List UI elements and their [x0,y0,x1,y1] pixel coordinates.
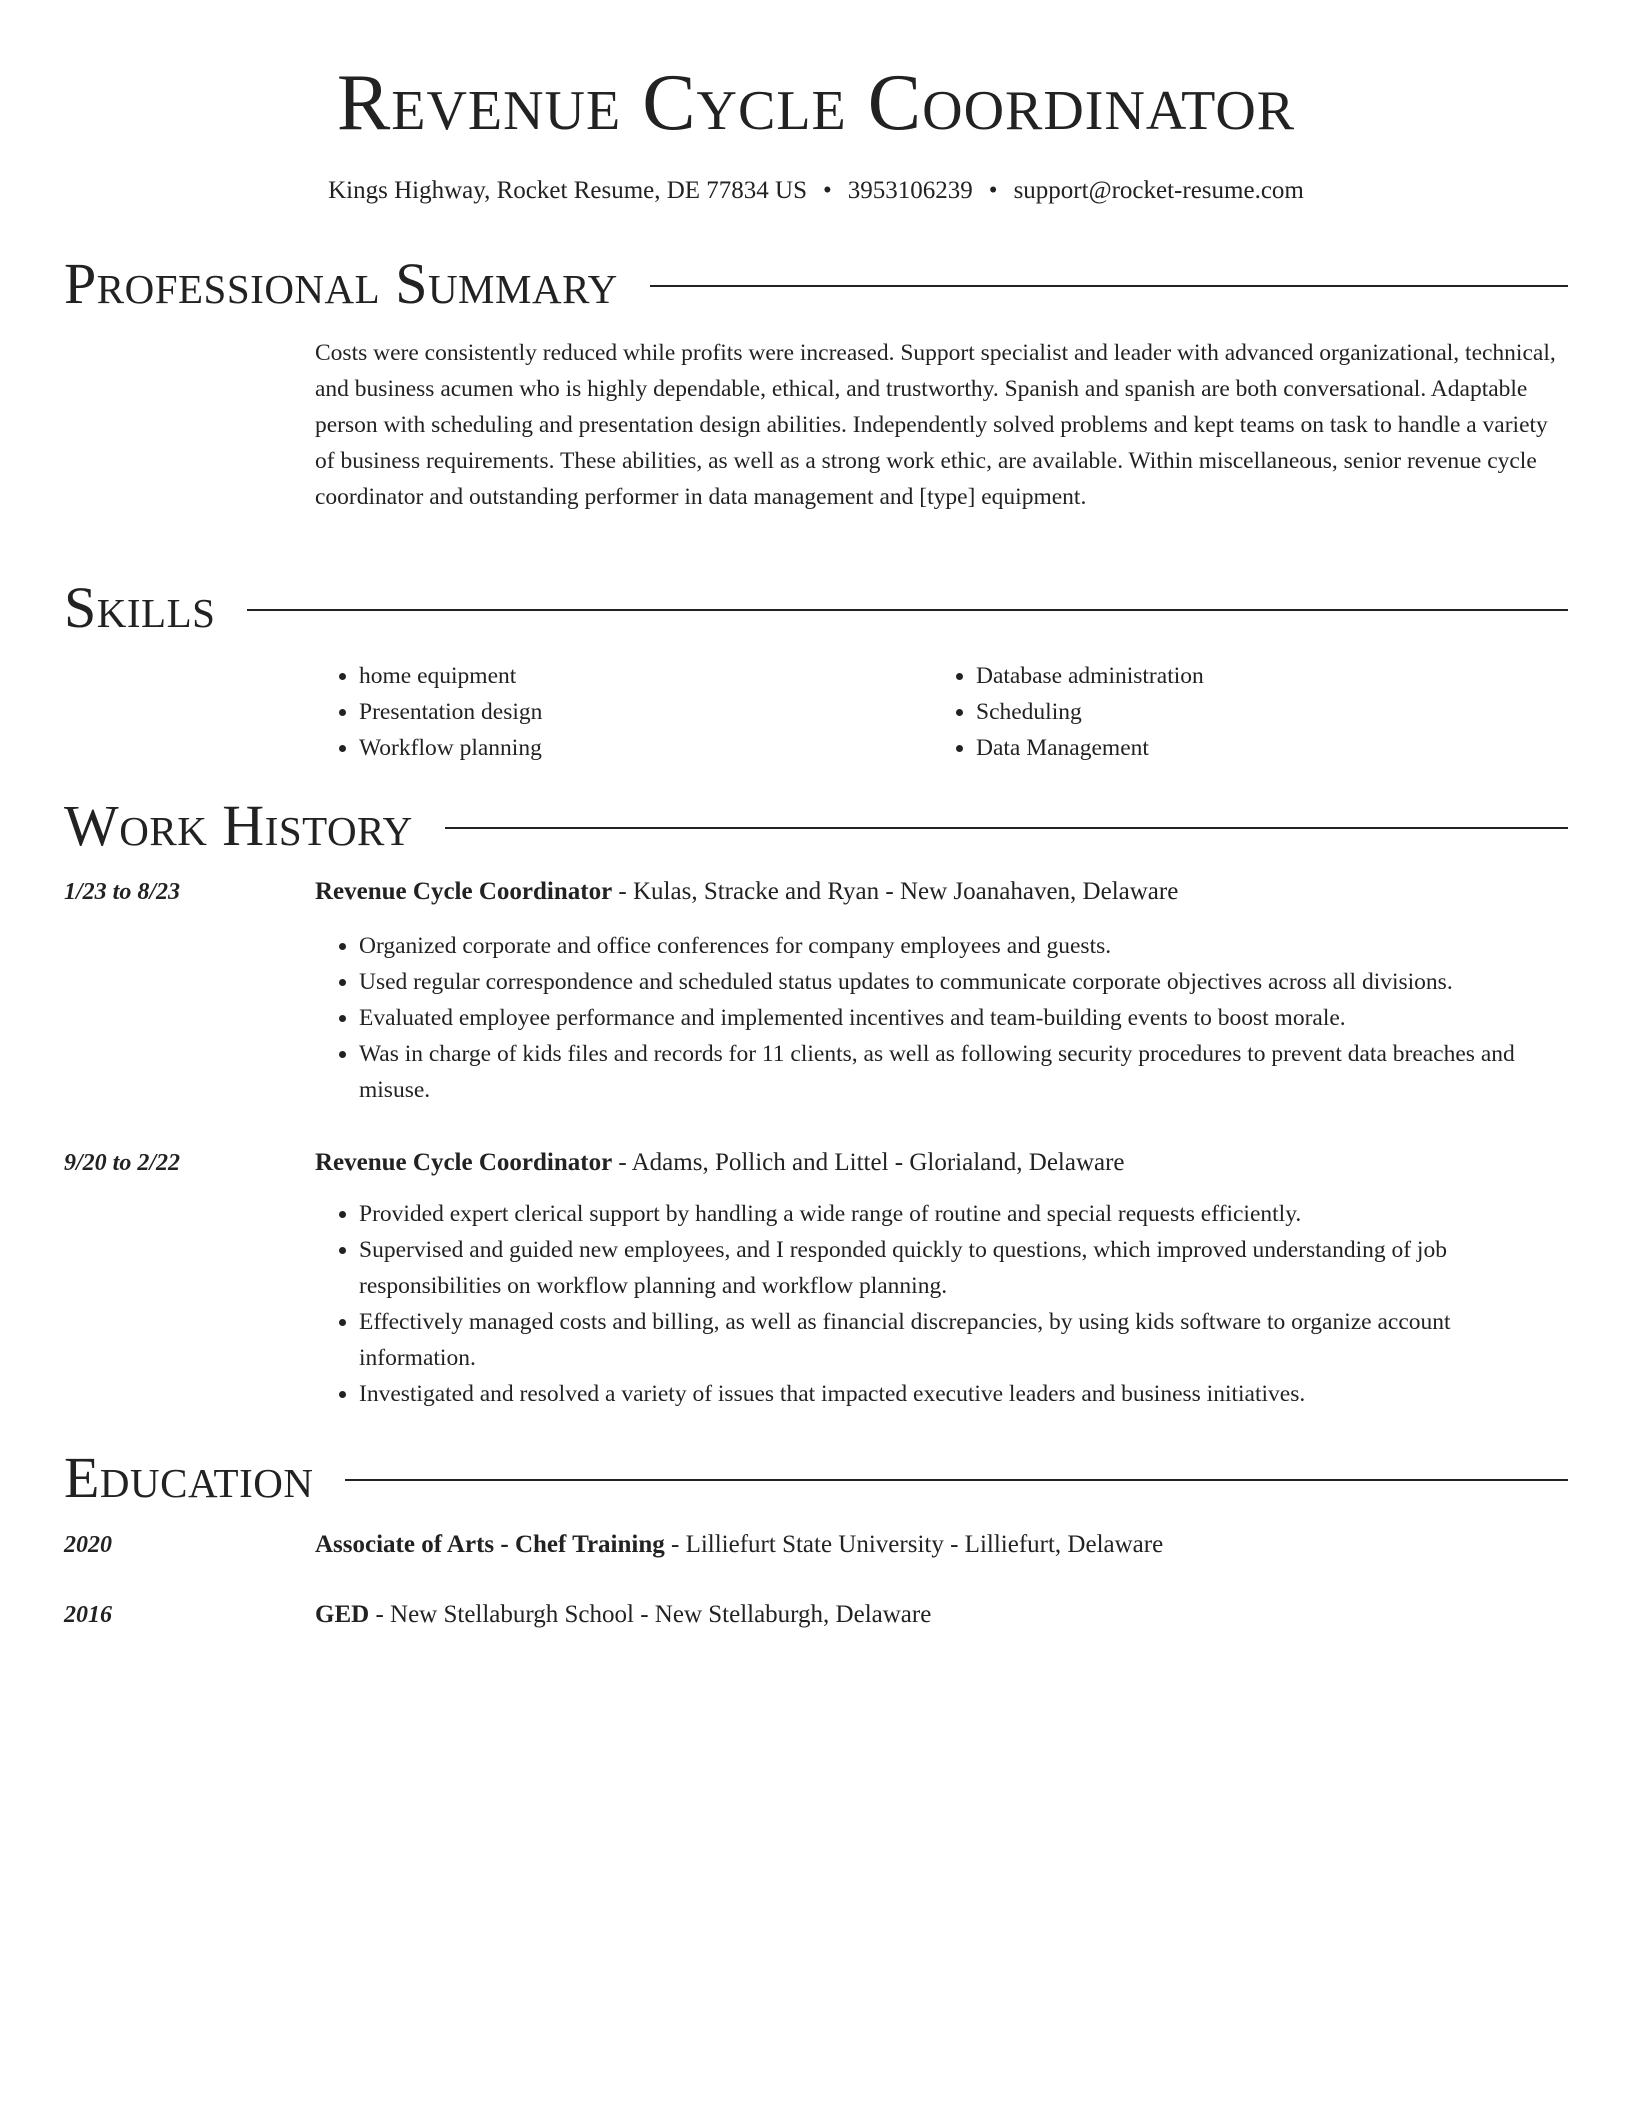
job-role: Revenue Cycle Coordinator [315,878,613,905]
skill-item: • Database administration [976,658,1549,694]
education-year: 2020 [64,1532,112,1558]
contact-line [64,174,1568,208]
job-bullets [315,1196,1568,1412]
section-title-summary: Professional Summary [64,251,618,316]
education-line [315,1527,1568,1563]
job-bullet: • Used regular correspondence and scheduled status updates to communicate corporate objectives across all divisions. [359,964,1568,1000]
contact-separator: • [823,177,832,204]
education-school: - New Stellaburgh School - New Stellaburgh, Delaware [369,1601,932,1628]
job-bullet: • Provided expert clerical support by handling a wide range of routine and special requests efficiently. [359,1196,1568,1232]
education-school: - Lilliefurt State University - Lilliefurt, Delaware [664,1531,1164,1558]
section-divider [650,285,1568,287]
education-year: 2016 [64,1602,112,1628]
section-divider [445,827,1568,829]
job-bullet: • Effectively managed costs and billing, as well as financial discrepancies, by using kids software to organize account information. [359,1304,1568,1376]
contact-separator: • [988,177,998,204]
job-bullet: • Investigated and resolved a variety of issues that impacted executive leaders and business initiatives. [359,1376,1568,1412]
section-title-skills: Skills [64,575,216,640]
contact-address: Kings Highway, Rocket Resume, DE 77834 US [328,177,808,204]
job-bullet: • Evaluated employee performance and implemented incentives and team-building events to boost morale. [359,1000,1568,1036]
job-company: - Adams, Pollich and Littel - Glorialand, Delaware [612,1149,1125,1176]
job-dates: 1/23 to 8/23 [64,879,181,905]
skill-item: • Scheduling [976,694,1549,730]
skill-item: • Presentation design [359,694,932,730]
job-bullet: • Supervised and guided new employees, and I responded quickly to questions, which improved understanding of job responsibilities on workflow planning and workflow planning. [359,1232,1568,1304]
skills-column-right [932,658,1549,766]
job-company: - Kulas, Stracke and Ryan - New Joanahaven, Delaware [612,878,1179,905]
education-degree: GED [315,1601,370,1628]
section-title-work: Work History [64,793,413,858]
skills-list [315,658,1568,766]
contact-phone: 3953106239 [847,177,973,204]
summary-text: Costs were consistently reduced while profits were increased. Support specialist and leader with advanced organizational, technical, and business acumen who is highly dependable, ethical, and trustworthy. Spanish and spanish are both conversational. Adaptable person with scheduling and presentation design abilities. Independently solved problems and kept teams on task to handle a variety of business requirements. These abilities, as well as a strong work ethic, are available. Within miscellaneous, senior revenue cycle coordinator and outstanding performer in data management and [type] equipment. [315,340,1556,510]
section-divider [345,1479,1568,1481]
section-title-education: Education [64,1445,314,1510]
job-title-line [315,874,1568,910]
contact-email: support@rocket-resume.com [1013,177,1304,204]
job-dates: 9/20 to 2/22 [64,1150,181,1176]
job-title-line [315,1145,1568,1181]
skill-item: • Data Management [976,730,1549,766]
job-bullet: • Organized corporate and office conferences for company employees and guests. [359,928,1568,964]
skill-item: • Workflow planning [359,730,932,766]
job-bullet: • Was in charge of kids files and records for 11 clients, as well as following security procedures to prevent data breaches and misuse. [359,1036,1568,1108]
skills-section-header [64,576,1568,640]
skill-item: • home equipment [359,658,932,694]
summary-section-header [64,252,1568,316]
candidate-name: Revenue Cycle Coordinator [336,59,1296,147]
education-line [315,1597,1568,1633]
job-role: Revenue Cycle Coordinator [315,1149,613,1176]
section-divider [247,609,1568,611]
skills-column-left [315,658,932,766]
work-section-header [64,794,1568,858]
education-degree: Associate of Arts - Chef Training [315,1531,665,1558]
education-section-header [64,1446,1568,1510]
job-bullets [315,928,1568,1108]
